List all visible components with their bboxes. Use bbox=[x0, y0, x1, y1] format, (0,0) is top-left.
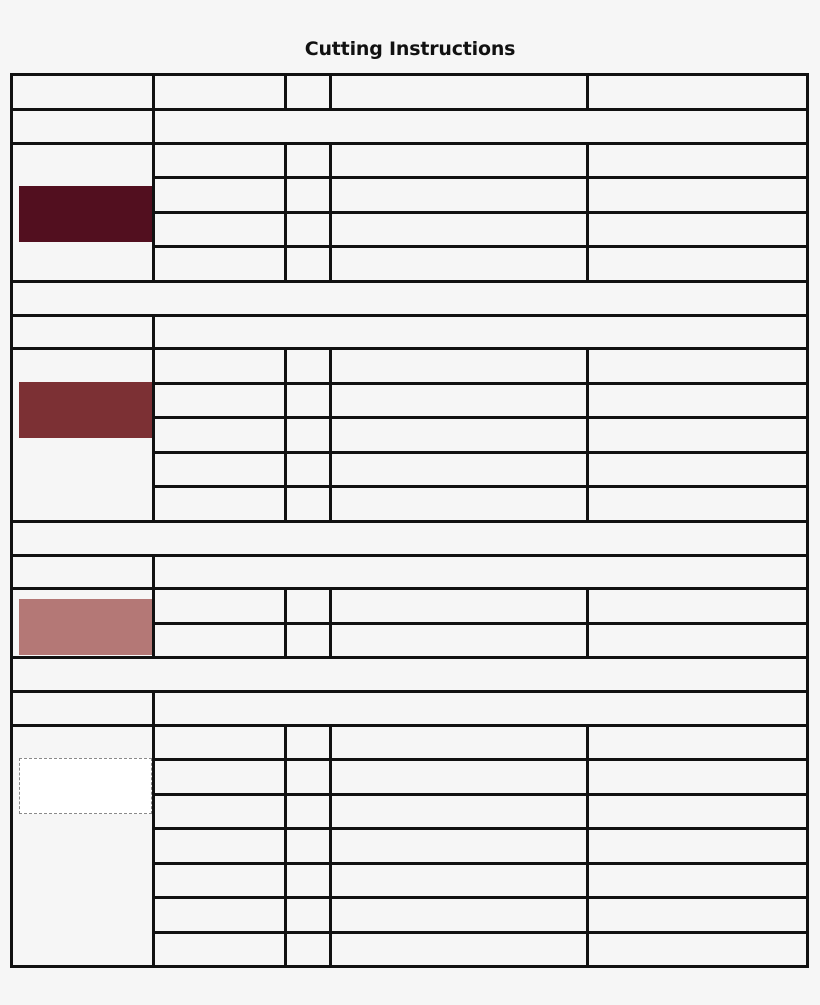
column-divider bbox=[586, 142, 589, 283]
piece-letter-cell bbox=[287, 350, 329, 382]
column-divider bbox=[284, 142, 287, 283]
column-divider bbox=[10, 520, 13, 557]
quantity-cell bbox=[155, 385, 284, 417]
lap-size-cell bbox=[589, 488, 806, 520]
quantity-cell bbox=[155, 179, 284, 211]
fabric-swatch bbox=[19, 758, 152, 814]
lap-size-cell bbox=[589, 899, 806, 931]
column-divider bbox=[586, 724, 589, 969]
column-divider bbox=[806, 656, 809, 693]
column-divider bbox=[806, 73, 809, 111]
column-divider bbox=[152, 690, 155, 727]
piece-letter-cell bbox=[287, 625, 329, 657]
piece-letter-cell bbox=[287, 488, 329, 520]
column-divider bbox=[329, 347, 332, 523]
column-divider bbox=[806, 108, 809, 145]
lap-size-cell bbox=[589, 385, 806, 417]
lap-size-cell bbox=[589, 145, 806, 177]
lap-size-cell bbox=[589, 248, 806, 280]
lap-size-cell bbox=[589, 761, 806, 793]
column-divider bbox=[806, 280, 809, 317]
piece-letter-cell bbox=[287, 865, 329, 897]
piece-letter-cell bbox=[287, 830, 329, 862]
piece-letter-cell bbox=[287, 934, 329, 966]
quantity-cell bbox=[155, 625, 284, 657]
column-divider bbox=[10, 280, 13, 317]
row-divider bbox=[10, 965, 809, 968]
piece-letter-cell bbox=[287, 454, 329, 486]
quantity-cell bbox=[155, 488, 284, 520]
piece-letter-cell bbox=[287, 899, 329, 931]
baby-size-cell bbox=[332, 214, 586, 246]
column-divider bbox=[806, 520, 809, 557]
baby-size-cell bbox=[332, 179, 586, 211]
column-divider bbox=[10, 587, 13, 659]
piece-letter-cell bbox=[287, 590, 329, 622]
column-divider bbox=[586, 347, 589, 523]
baby-size-cell bbox=[332, 488, 586, 520]
column-divider bbox=[152, 554, 155, 591]
lap-size-cell bbox=[589, 830, 806, 862]
column-divider bbox=[806, 587, 809, 659]
column-divider bbox=[806, 554, 809, 591]
piece-letter-cell bbox=[287, 796, 329, 828]
quantity-cell bbox=[155, 761, 284, 793]
quantity-cell bbox=[155, 590, 284, 622]
baby-size-cell bbox=[332, 419, 586, 451]
header-lap-size bbox=[589, 76, 806, 108]
column-divider bbox=[806, 142, 809, 283]
lap-size-cell bbox=[589, 419, 806, 451]
quantity-cell bbox=[155, 934, 284, 966]
column-divider bbox=[10, 554, 13, 591]
column-divider bbox=[152, 73, 155, 111]
header-quantity bbox=[155, 76, 284, 108]
baby-size-cell bbox=[332, 727, 586, 759]
column-divider bbox=[806, 347, 809, 523]
column-divider bbox=[806, 314, 809, 351]
baby-size-cell bbox=[332, 590, 586, 622]
lap-size-cell bbox=[589, 934, 806, 966]
column-divider bbox=[152, 108, 155, 145]
baby-size-cell bbox=[332, 385, 586, 417]
quantity-cell bbox=[155, 899, 284, 931]
quantity-cell bbox=[155, 830, 284, 862]
quantity-cell bbox=[155, 796, 284, 828]
lap-size-cell bbox=[589, 350, 806, 382]
column-divider bbox=[152, 587, 155, 659]
quantity-cell bbox=[155, 419, 284, 451]
column-divider bbox=[10, 314, 13, 351]
column-divider bbox=[284, 73, 287, 111]
baby-size-cell bbox=[332, 934, 586, 966]
lap-size-cell bbox=[589, 865, 806, 897]
column-divider bbox=[10, 347, 13, 523]
column-divider bbox=[284, 347, 287, 523]
baby-size-cell bbox=[332, 796, 586, 828]
baby-size-cell bbox=[332, 350, 586, 382]
row-divider bbox=[10, 656, 809, 659]
piece-letter-cell bbox=[287, 248, 329, 280]
piece-letter-cell bbox=[287, 214, 329, 246]
lap-size-cell bbox=[589, 796, 806, 828]
column-divider bbox=[806, 724, 809, 969]
page-title: Cutting Instructions bbox=[304, 38, 516, 60]
baby-size-cell bbox=[332, 625, 586, 657]
lap-size-cell bbox=[589, 454, 806, 486]
column-divider bbox=[152, 347, 155, 523]
column-divider bbox=[10, 108, 13, 145]
lap-size-cell bbox=[589, 625, 806, 657]
header-piece bbox=[287, 76, 329, 108]
fabric-swatch bbox=[19, 186, 152, 242]
column-divider bbox=[10, 690, 13, 727]
lap-size-cell bbox=[589, 179, 806, 211]
baby-size-cell bbox=[332, 145, 586, 177]
cutting-table bbox=[10, 73, 809, 980]
column-divider bbox=[586, 73, 589, 111]
baby-size-cell bbox=[332, 830, 586, 862]
column-divider bbox=[10, 73, 13, 111]
piece-letter-cell bbox=[287, 727, 329, 759]
column-divider bbox=[10, 656, 13, 693]
column-divider bbox=[152, 314, 155, 351]
column-divider bbox=[806, 690, 809, 727]
row-divider bbox=[10, 280, 809, 283]
column-divider bbox=[329, 587, 332, 659]
quantity-cell bbox=[155, 865, 284, 897]
row-divider bbox=[10, 520, 809, 523]
fabric-swatch bbox=[19, 599, 152, 655]
baby-size-cell bbox=[332, 761, 586, 793]
quantity-cell bbox=[155, 145, 284, 177]
piece-letter-cell bbox=[287, 179, 329, 211]
row-divider bbox=[10, 314, 809, 317]
row-divider bbox=[10, 690, 809, 693]
lap-size-cell bbox=[589, 214, 806, 246]
column-divider bbox=[329, 73, 332, 111]
row-divider bbox=[10, 554, 809, 557]
piece-letter-cell bbox=[287, 761, 329, 793]
row-divider bbox=[10, 108, 809, 111]
baby-size-cell bbox=[332, 899, 586, 931]
column-divider bbox=[284, 724, 287, 969]
column-divider bbox=[586, 587, 589, 659]
quantity-cell bbox=[155, 454, 284, 486]
baby-size-cell bbox=[332, 865, 586, 897]
quantity-cell bbox=[155, 248, 284, 280]
piece-letter-cell bbox=[287, 419, 329, 451]
fabric-swatch bbox=[19, 382, 152, 438]
column-divider bbox=[152, 724, 155, 969]
header-baby-size bbox=[332, 76, 586, 108]
column-divider bbox=[10, 724, 13, 969]
piece-letter-cell bbox=[287, 145, 329, 177]
column-divider bbox=[10, 142, 13, 283]
baby-size-cell bbox=[332, 248, 586, 280]
column-divider bbox=[152, 142, 155, 283]
lap-size-cell bbox=[589, 727, 806, 759]
piece-letter-cell bbox=[287, 385, 329, 417]
lap-size-cell bbox=[589, 590, 806, 622]
quantity-cell bbox=[155, 727, 284, 759]
baby-size-cell bbox=[332, 454, 586, 486]
column-divider bbox=[329, 142, 332, 283]
quantity-cell bbox=[155, 350, 284, 382]
column-divider bbox=[284, 587, 287, 659]
column-divider bbox=[329, 724, 332, 969]
quantity-cell bbox=[155, 214, 284, 246]
